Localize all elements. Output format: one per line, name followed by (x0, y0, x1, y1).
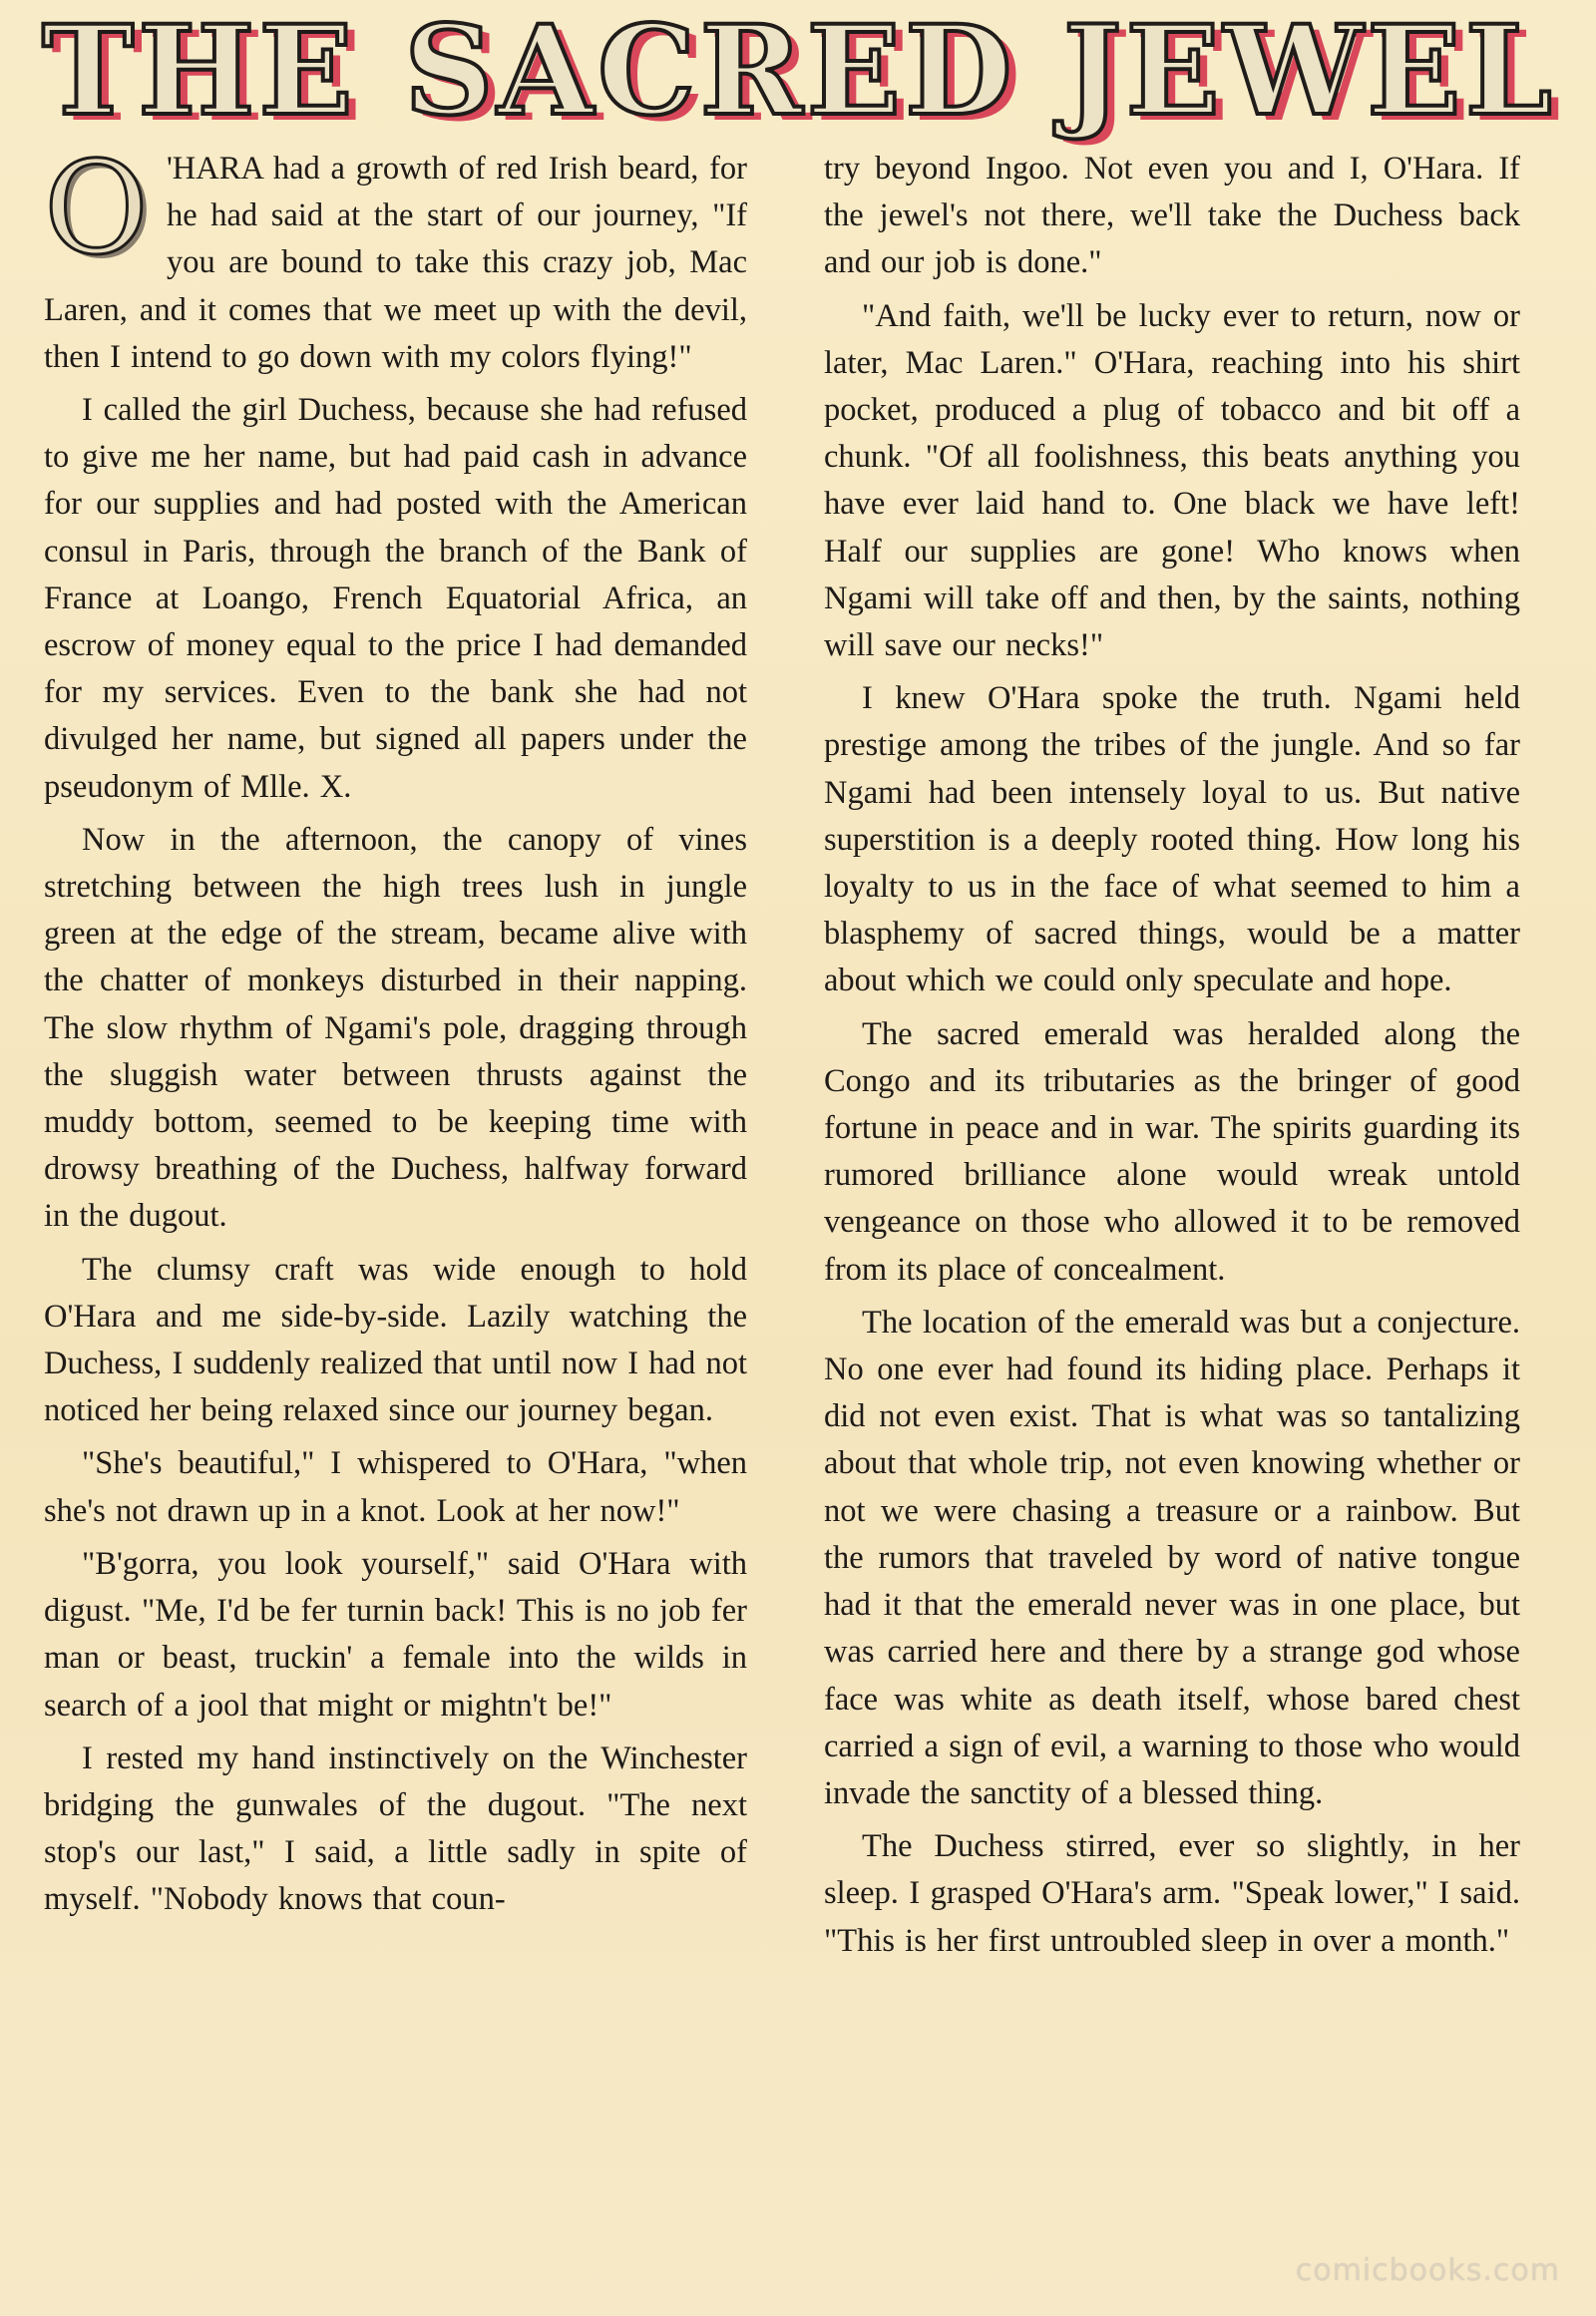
paragraph (44, 135, 747, 381)
story-title: THE SACRED JEWEL (42, 0, 1556, 144)
drop-cap: O (44, 135, 149, 283)
paragraph: "B'gorra, you look yourself," said O'Hara with digust. "Me, I'd be fer turnin back! This is no job fer man or beast, truckin' a female into the wilds in search of a jool that might or mightn't be!" (44, 1545, 747, 1724)
paragraph: The sacred emerald was heralded along the Congo and its tributaries as the bringer of good fortune in peace and in war. The spirits guarding its rumored brilliance alone would wreak untold vengeance on those who allowed it to be removed from its place of concealment. (824, 1015, 1520, 1288)
watermark: comicbooks.com (1295, 2253, 1560, 2288)
paragraph: The location of the emerald was but a conjecture. No one ever had found its hiding place. Perhaps it did not even exist. That is what was so tantalizing about that whole trip, not even knowing whether or not we were chasing a treasure or a rainbow. But the rumors that traveled by word of native tongue had it that the emerald never was in one place, but was carried here and there by a strange god whose face was white as death itself, whose bared chest carried a sign of evil, a warning to those who would invade the sanctity of a blessed thing. (824, 1304, 1520, 1811)
right-text-column (824, 146, 1520, 1971)
paragraph: "And faith, we'll be lucky ever to return, now or later, Mac Laren." O'Hara, reaching into his shirt pocket, produced a plug of tobacco and bit off a chunk. "Of all foolishness, this beats anything you have ever laid hand to. One black we have left! Half our supplies are gone! Who knows when Ngami will take off and then, by the saints, nothing will save our necks!" (824, 297, 1520, 664)
paragraph: The Duchess stirred, ever so slightly, in her sleep. I grasped O'Hara's arm. "Speak lower," I said. "This is her first untroubled sleep in over a month." (824, 1828, 1520, 1959)
paragraph-text: 'HARA had a growth of red Irish beard, for he had said at the start of our journey, "If you are bound to take this crazy job, Mac Laren, and it comes that we meet up with the devil, then I intend to go down with my colors flying!" (44, 151, 747, 375)
paragraph: try beyond Ingoo. Not even you and I, O'Hara. If the jewel's not there, we'll take the Duchess back and our job is done." (824, 151, 1520, 281)
paragraph: "She's beautiful," I whispered to O'Hara, "when she's not drawn up in a knot. Look at her now!" (44, 1445, 747, 1529)
left-text-column (44, 135, 747, 1930)
paragraph: Now in the afternoon, the canopy of vines stretching between the high trees lush in jungle green at the edge of the stream, became alive with the chatter of monkeys disturbed in their napping. The slow rhythm of Ngami's pole, dragging through the sluggish water between thrusts against the muddy bottom, seemed to be keeping time with drowsy breathing of the Duchess, halfway forward in the dugout. (44, 821, 747, 1235)
paragraph: The clumsy craft was wide enough to hold O'Hara and me side-by-side. Lazily watching the Duchess, I suddenly realized that until now I had not noticed her being relaxed since our journey began. (44, 1251, 747, 1429)
paragraph: I knew O'Hara spoke the truth. Ngami held prestige among the tribes of the jungle. And so far Ngami had been intensely loyal to us. But native superstition is a deeply rooted thing. How long his loyalty to us in the face of what seemed to him a blasphemy of sacred things, would be a matter about which we could only speculate and hope. (824, 680, 1520, 999)
paragraph: I rested my hand instinctively on the Winchester bridging the gunwales of the dugout. "The next stop's our last," I said, a little sadly in spite of myself. "Nobody knows that coun- (44, 1739, 747, 1918)
paragraph: I called the girl Duchess, because she had refused to give me her name, but had paid cash in advance for our supplies and had posted with the American consul in Paris, through the branch of the Bank of France at Loango, French Equatorial Africa, an escrow of money equal to the price I had demanded for my services. Even to the bank she had not divulged her name, but signed all papers under the pseudonym of Mlle. X. (44, 392, 747, 805)
